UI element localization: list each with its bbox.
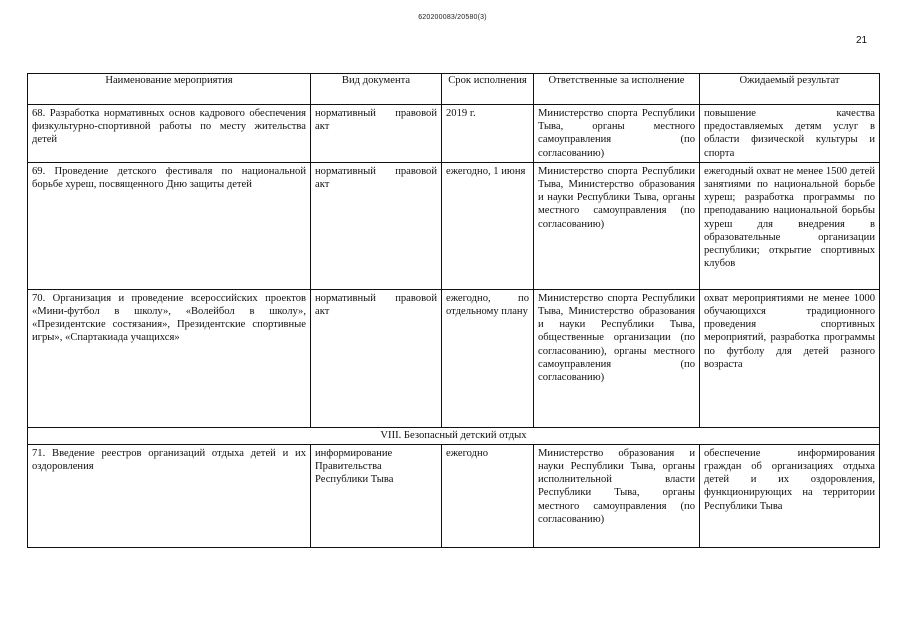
column-header-name: Наименование мероприятия <box>28 74 311 105</box>
section-title: VIII. Безопасный детский отдых <box>28 427 880 444</box>
table-row <box>28 162 880 289</box>
event-name-cell: 69. Проведение детского фестиваля по национальной борьбе хуреш, посвященного Дню защиты детей <box>28 162 311 289</box>
table-header-row <box>28 74 880 105</box>
page-number: 21 <box>856 35 868 46</box>
responsible-cell: Министерство спорта Республики Тыва, органы местного самоуправления (по согласованию) <box>534 105 700 163</box>
table-row <box>28 105 880 163</box>
event-name-cell: 70. Организация и проведение всероссийских проектов «Мини-футбол в школу», «Волейбол в школу», «Президентские состязания», Президентские спортивные игры», «Спартакиада учащихся» <box>28 289 311 427</box>
events-table <box>27 73 880 548</box>
column-header-responsible: Ответственные за исполнение <box>534 74 700 105</box>
doc-type-cell: нормативный правовой акт <box>311 289 442 427</box>
doc-type-cell: информирование Правительства Республики Тыва <box>311 444 442 547</box>
table-row <box>28 289 880 427</box>
table-row <box>28 444 880 547</box>
responsible-cell: Министерство образования и науки Республики Тыва, органы исполнительной власти Республики Тыва, органы местного самоуправления (по согласованию) <box>534 444 700 547</box>
doc-type-cell: нормативный правовой акт <box>311 162 442 289</box>
event-name-cell: 71. Введение реестров организаций отдыха детей и их оздоровления <box>28 444 311 547</box>
responsible-cell: Министерство спорта Республики Тыва, Министерство образования и науки Республики Тыва, общественные организации (по согласованию), органы местного самоуправления (по согласованию) <box>534 289 700 427</box>
section-row <box>28 427 880 444</box>
doc-type-cell: нормативный правовой акт <box>311 105 442 163</box>
result-cell: охват мероприятиями не менее 1000 обучающихся традиционного проведения спортивных мероприятий, разработка программы по футболу для детей разного возраста <box>700 289 880 427</box>
column-header-result: Ожидаемый результат <box>700 74 880 105</box>
deadline-cell: ежегодно <box>442 444 534 547</box>
result-cell: повышение качества предоставляемых детям услуг в области физической культуры и спорта <box>700 105 880 163</box>
column-header-deadline: Срок исполнения <box>442 74 534 105</box>
deadline-cell: ежегодно, 1 июня <box>442 162 534 289</box>
column-header-doc-type: Вид документа <box>311 74 442 105</box>
result-cell: обеспечение информирования граждан об организациях отдыха детей и их оздоровления, функционирующих на территории Республики Тыва <box>700 444 880 547</box>
result-cell: ежегодный охват не менее 1500 детей занятиями по национальной борьбе хуреш; разработка программы по преподаванию национальной борьбы хуреш для внедрения в образовательные организации республики; открытие спортивных клубов <box>700 162 880 289</box>
deadline-cell: ежегодно, по отдельному плану <box>442 289 534 427</box>
event-name-cell: 68. Разработка нормативных основ кадрового обеспечения физкультурно-спортивной работы по месту жительства детей <box>28 105 311 163</box>
responsible-cell: Министерство спорта Республики Тыва, Министерство образования и науки Республики Тыва, органы местного самоуправления (по согласованию) <box>534 162 700 289</box>
deadline-cell: 2019 г. <box>442 105 534 163</box>
document-code: 620200083/20580(3) <box>418 14 487 21</box>
